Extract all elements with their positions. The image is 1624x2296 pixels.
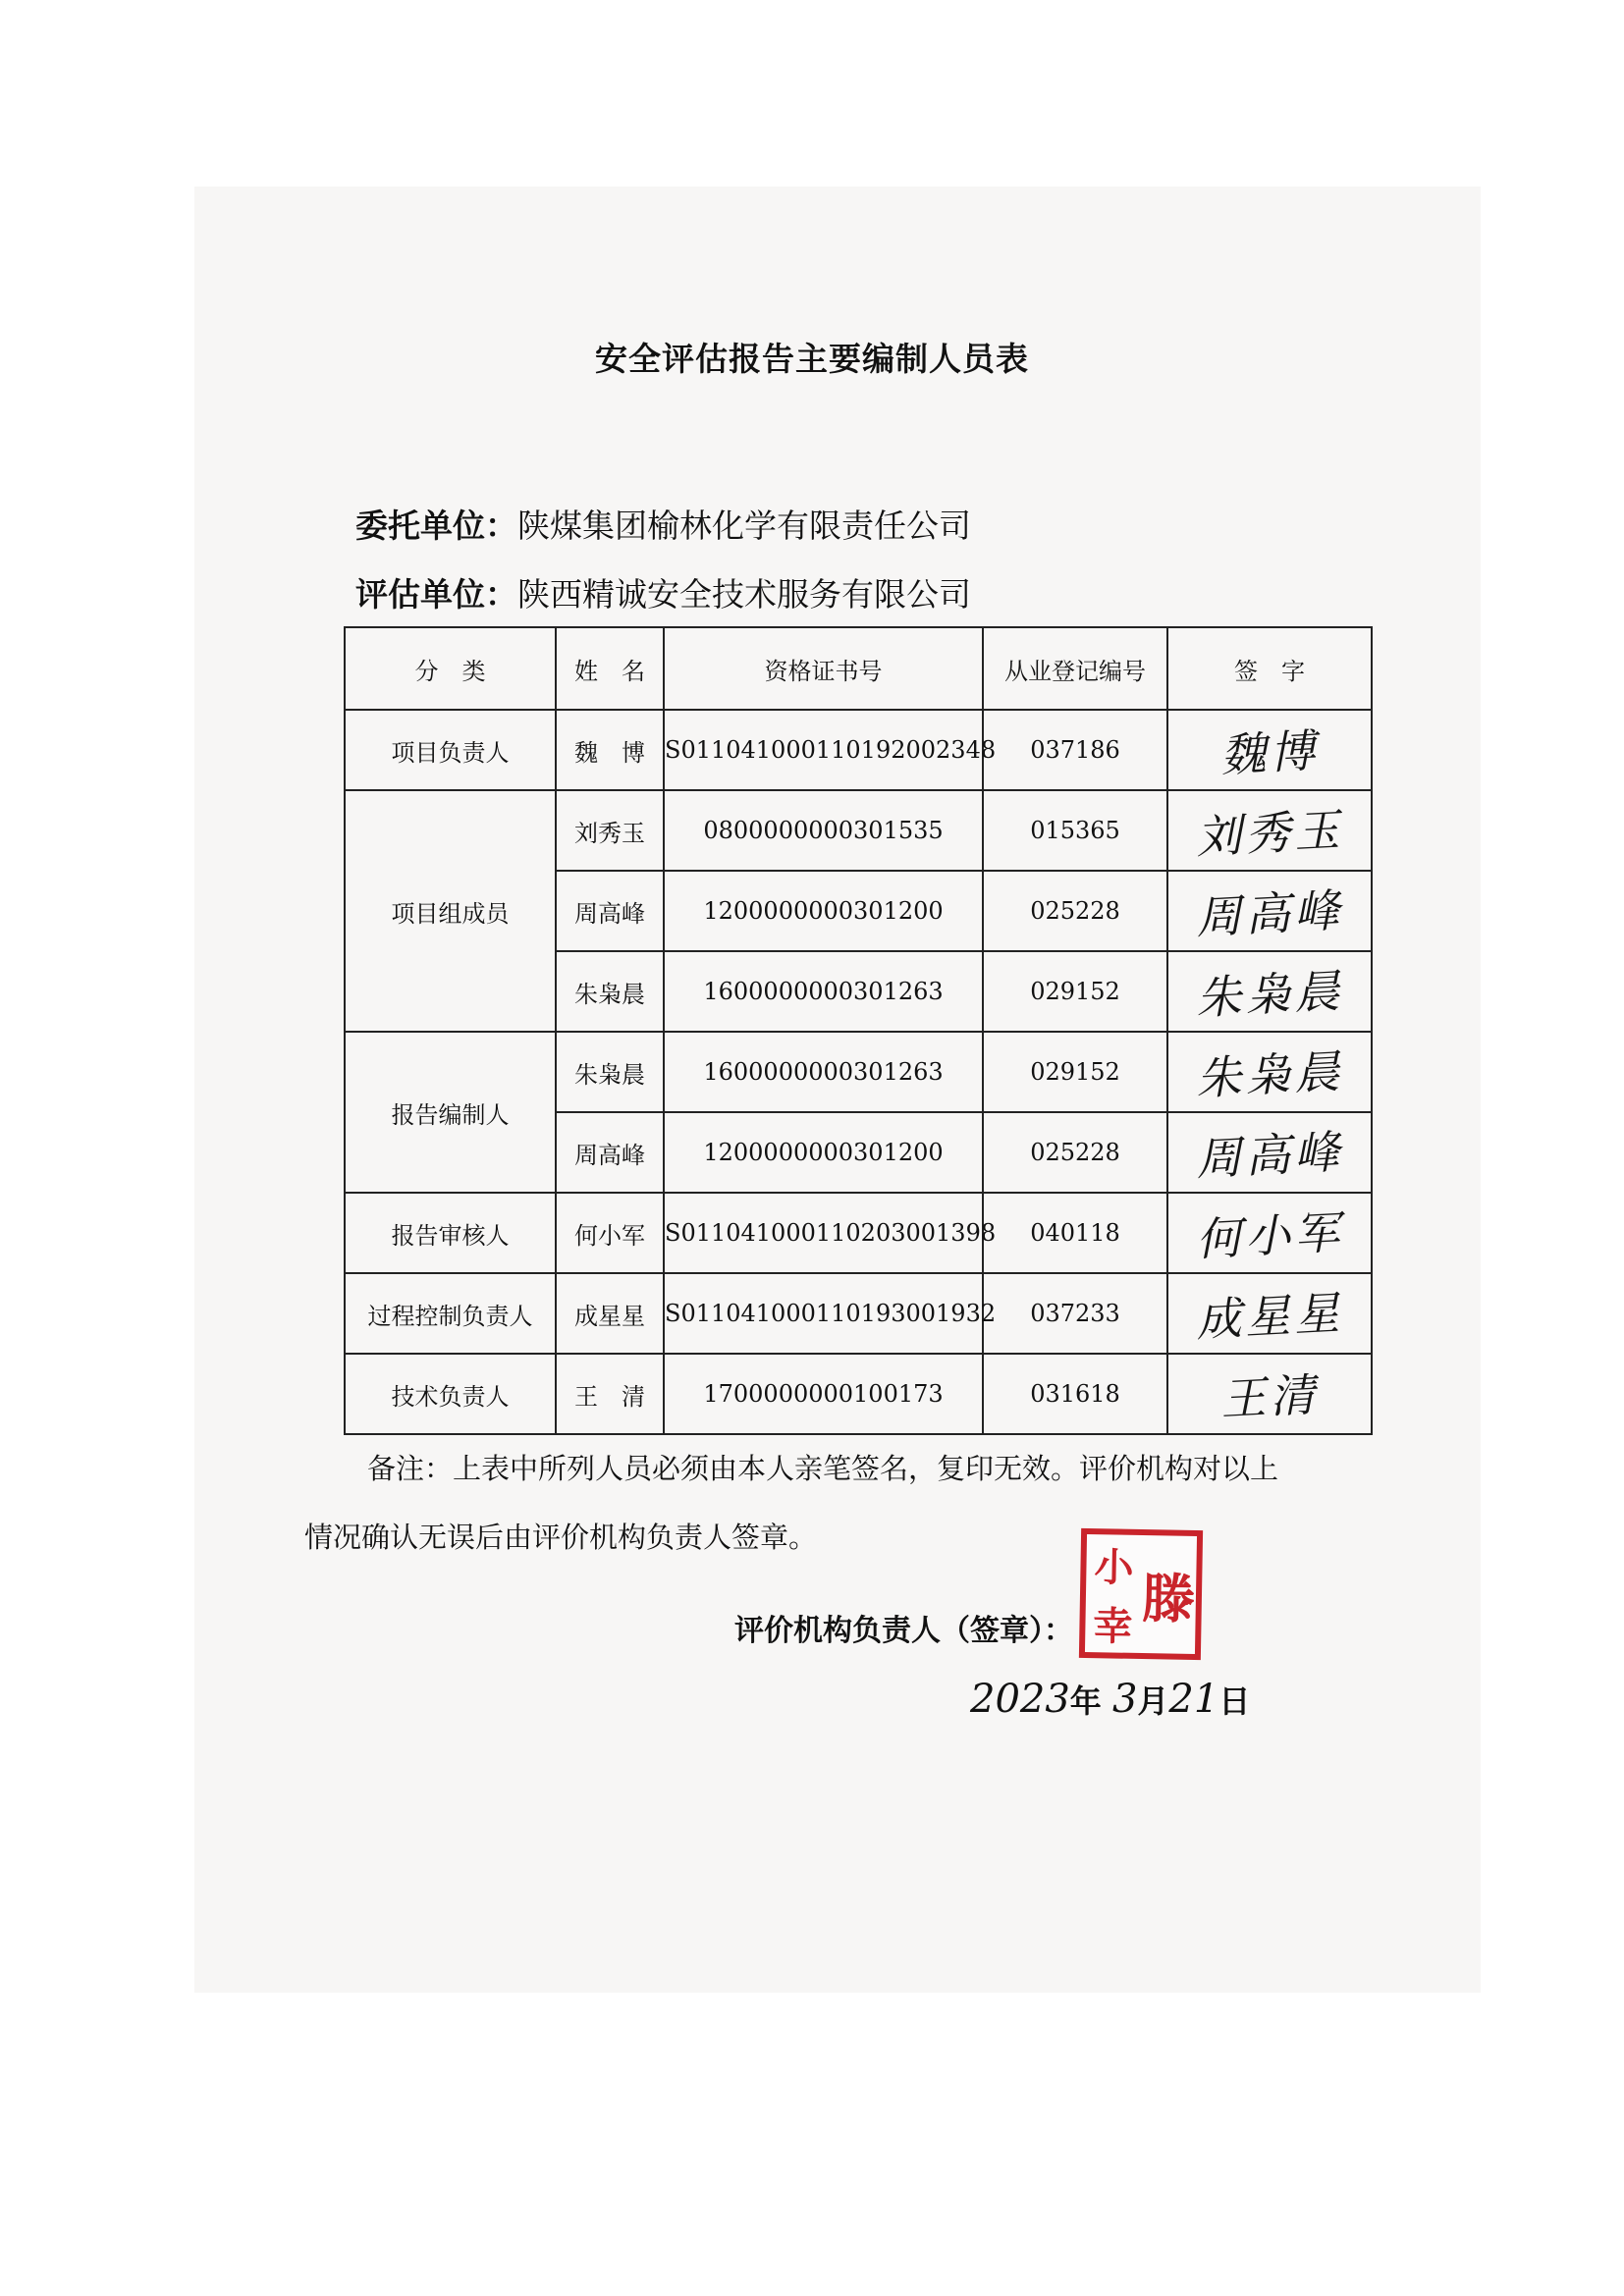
- name-cell: 周高峰: [556, 871, 664, 951]
- entrusting-unit-label: 委托单位：: [355, 507, 517, 545]
- name-cell: 朱枭晨: [556, 951, 664, 1032]
- certificate-cell: 1200000000301200: [664, 1112, 983, 1193]
- seal-char: 滕: [1141, 1567, 1196, 1630]
- table-row: [345, 790, 1372, 871]
- certificate-cell: 1700000000100173: [664, 1354, 983, 1434]
- certificate-cell: 1200000000301200: [664, 871, 983, 951]
- signature-cell: [1167, 710, 1372, 790]
- category-cell: 项目组成员: [345, 790, 556, 1032]
- signature-cell: [1167, 1032, 1372, 1112]
- signature-cell: [1167, 1354, 1372, 1434]
- signoff-label: 评价机构负责人（签章）：: [734, 1614, 1073, 1648]
- handwritten-signature: 魏博: [1218, 723, 1321, 782]
- header-category: 分 类: [345, 627, 556, 710]
- name-cell: 魏 博: [556, 710, 664, 790]
- registration-cell: 040118: [983, 1193, 1167, 1273]
- staff-table: [344, 626, 1373, 1435]
- entrusting-unit-value: 陕煤集团榆林化学有限责任公司: [517, 507, 971, 545]
- date-day: 21: [1168, 1677, 1219, 1722]
- handwritten-signature: 周高峰: [1194, 883, 1345, 944]
- seal-char: 小: [1094, 1544, 1134, 1591]
- date-month-unit: 月: [1137, 1682, 1169, 1720]
- name-cell: 王 清: [556, 1354, 664, 1434]
- certificate-cell: 1600000000301263: [664, 1032, 983, 1112]
- category-cell: 报告审核人: [345, 1193, 556, 1273]
- assessment-unit-line: [355, 569, 971, 615]
- signoff-date: [970, 1677, 1250, 1722]
- certificate-cell: S011041000110193001932: [664, 1273, 983, 1354]
- table-row: [345, 1193, 1372, 1273]
- handwritten-signature: 成星星: [1194, 1286, 1345, 1347]
- header-name: 姓 名: [556, 627, 664, 710]
- header-registration: 从业登记编号: [983, 627, 1167, 710]
- registration-cell: 015365: [983, 790, 1167, 871]
- name-cell: 朱枭晨: [556, 1032, 664, 1112]
- category-cell: 过程控制负责人: [345, 1273, 556, 1354]
- signature-cell: [1167, 1112, 1372, 1193]
- entrusting-unit-line: [355, 501, 971, 547]
- table-row: [345, 1273, 1372, 1354]
- handwritten-signature: 王清: [1218, 1367, 1321, 1426]
- category-cell: 项目负责人: [345, 710, 556, 790]
- page-title: 安全评估报告主要编制人员表: [595, 340, 1029, 378]
- certificate-cell: 0800000000301535: [664, 790, 983, 871]
- table-row: [345, 1032, 1372, 1112]
- date-year-unit: 年: [1069, 1682, 1102, 1720]
- category-cell: 技术负责人: [345, 1354, 556, 1434]
- note-line-1: 备注：上表中所列人员必须由本人亲笔签名，复印无效。评价机构对以上: [367, 1452, 1279, 1485]
- registration-cell: 025228: [983, 871, 1167, 951]
- certificate-cell: S011041000110192002348: [664, 710, 983, 790]
- registration-cell: 037186: [983, 710, 1167, 790]
- table-row: [345, 710, 1372, 790]
- name-cell: 周高峰: [556, 1112, 664, 1193]
- registration-cell: 025228: [983, 1112, 1167, 1193]
- date-year: 2023: [970, 1677, 1070, 1722]
- assessment-unit-label: 评估单位：: [355, 575, 517, 614]
- red-seal-stamp: [1079, 1528, 1203, 1660]
- registration-cell: 029152: [983, 951, 1167, 1032]
- seal-char: 幸: [1093, 1603, 1133, 1650]
- name-cell: 何小军: [556, 1193, 664, 1273]
- table-header-row: [345, 627, 1372, 710]
- signature-cell: [1167, 1193, 1372, 1273]
- signature-cell: [1167, 951, 1372, 1032]
- date-month: 3: [1111, 1677, 1138, 1722]
- header-signature: 签 字: [1167, 627, 1372, 710]
- category-cell: 报告编制人: [345, 1032, 556, 1193]
- header-certificate: 资格证书号: [664, 627, 983, 710]
- name-cell: 刘秀玉: [556, 790, 664, 871]
- note-line-2: 情况确认无误后由评价机构负责人签章。: [304, 1521, 818, 1554]
- certificate-cell: S011041000110203001398: [664, 1193, 983, 1273]
- handwritten-signature: 朱枭晨: [1194, 964, 1345, 1025]
- signature-cell: [1167, 790, 1372, 871]
- handwritten-signature: 周高峰: [1194, 1125, 1345, 1186]
- signature-cell: [1167, 1273, 1372, 1354]
- registration-cell: 037233: [983, 1273, 1167, 1354]
- registration-cell: 029152: [983, 1032, 1167, 1112]
- name-cell: 成星星: [556, 1273, 664, 1354]
- handwritten-signature: 刘秀玉: [1194, 803, 1345, 864]
- handwritten-signature: 朱枭晨: [1194, 1044, 1345, 1105]
- handwritten-signature: 何小军: [1194, 1205, 1345, 1266]
- assessment-unit-value: 陕西精诚安全技术服务有限公司: [517, 575, 971, 614]
- registration-cell: 031618: [983, 1354, 1167, 1434]
- date-day-unit: 日: [1218, 1682, 1251, 1720]
- table-row: [345, 1354, 1372, 1434]
- signature-cell: [1167, 871, 1372, 951]
- certificate-cell: 1600000000301263: [664, 951, 983, 1032]
